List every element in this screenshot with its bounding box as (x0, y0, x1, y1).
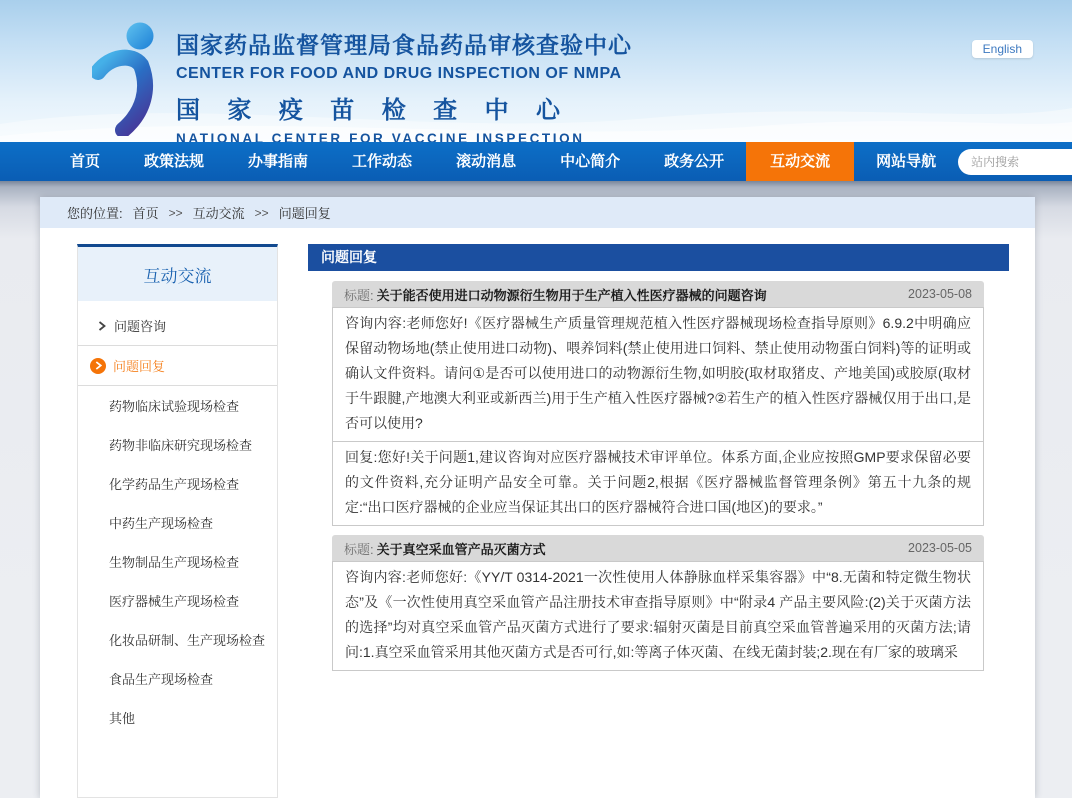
qa-reply-text: 回复:您好!关于问题1,建议咨询对应医疗器械技术审评单位。体系方面,企业应按照GMP要求保留必要的文件资料,充分证明产品安全可靠。关于问题2,根据《医疗器械监督管理条例》第五十九条的规定:“出口医疗器械的企业应当保证其出口的医疗器械符合进口国(地区)的要求。” (332, 441, 984, 526)
sidebar-item-cosmetics-development-production-inspection[interactable] (78, 620, 277, 659)
sidebar-item-other[interactable] (78, 698, 277, 737)
nav-item-service-guide[interactable]: 办事指南 (248, 153, 309, 170)
breadcrumb-separator: >> (254, 205, 269, 220)
qa-title-label: 标题: (344, 287, 374, 303)
sidebar-item-label: 化妆品研制、生产现场检查 (109, 633, 266, 648)
vaccine-title-cn: 国家疫苗检查中心 (176, 97, 560, 124)
org-title-en: CENTER FOR FOOD AND DRUG INSPECTION OF NMPA (176, 65, 622, 82)
org-title-cn: 国家药品监督管理局食品药品审核查验中心 (176, 32, 632, 58)
qa-title-bar[interactable] (332, 281, 984, 307)
qa-question-text: 咨询内容:老师您好!《医疗器械生产质量管理规范植入性医疗器械现场检查指导原则》6.9.2中明确应保留动物场地(禁止使用进口动物)、喂养饲料(禁止使用进口饲料、禁止使用动物蛋白饲料)等的证明或确认文件资料。请问①是否可以使用进口的动物源衍生物,如明胶(取材取猪皮、产地美国)或胶原(取材于牛跟腱,产地澳大利亚或新西兰)用于生产植入性医疗器械?②若生产的植入性医疗器械仅用于出口,是否可以使用? (332, 307, 984, 442)
nav-item-center-profile[interactable]: 中心简介 (560, 153, 621, 170)
chevron-right-icon (98, 321, 106, 331)
sidebar-item-label: 生物制品生产现场检查 (109, 555, 240, 570)
breadcrumb-current-link[interactable]: 问题回复 (278, 206, 331, 221)
section-title: 问题回复 (321, 249, 377, 265)
qa-item (332, 535, 984, 671)
site-titles (176, 27, 632, 142)
logo-figure-icon (92, 20, 166, 136)
site-search (958, 142, 1072, 181)
section-title-bar (308, 244, 1009, 271)
breadcrumb (40, 197, 1035, 228)
qa-title: 关于能否使用进口动物源衍生物用于生产植入性医疗器械的问题咨询 (376, 287, 767, 303)
qa-title-bar[interactable] (332, 535, 984, 561)
sidebar-item-label: 食品生产现场检查 (109, 672, 214, 687)
nav-item-rolling-news[interactable]: 滚动消息 (456, 153, 517, 170)
sidebar-item-question-consultation[interactable] (78, 306, 277, 346)
chevron-right-circle-icon (90, 358, 106, 374)
nav-item-interaction[interactable]: 互动交流 (746, 142, 854, 181)
sidebar-item-label: 中药生产现场检查 (109, 516, 214, 531)
nav-item-work-news[interactable]: 工作动态 (352, 153, 413, 170)
breadcrumb-section-link[interactable]: 互动交流 (192, 206, 245, 221)
vaccine-title-en: NATIONAL CENTER FOR VACCINE INSPECTION (176, 131, 585, 142)
sidebar-item-label: 其他 (109, 711, 136, 726)
sidebar-item-label: 化学药品生产现场检查 (109, 477, 240, 492)
qa-date: 2023-05-08 (908, 287, 972, 301)
sidebar-title: 互动交流 (78, 247, 277, 301)
main-navigation (0, 142, 1072, 181)
content-background (0, 181, 1072, 726)
sidebar-item-label: 问题回复 (113, 359, 166, 374)
english-language-button[interactable]: English (972, 40, 1033, 58)
nav-item-home[interactable]: 首页 (70, 153, 101, 170)
sidebar-item-label: 医疗器械生产现场检查 (109, 594, 240, 609)
qa-title: 关于真空采血管产品灭菌方式 (376, 541, 546, 557)
sidebar-item-drug-nonclinical-research-inspection[interactable] (78, 425, 277, 464)
search-input[interactable] (958, 149, 1072, 175)
sidebar-item-drug-clinical-trial-inspection[interactable] (78, 386, 277, 425)
qa-item (332, 281, 984, 526)
sidebar-item-chemical-drug-production-inspection[interactable] (78, 464, 277, 503)
sidebar-item-label: 问题咨询 (114, 319, 167, 334)
qa-list (308, 271, 1009, 671)
main-content (308, 244, 1009, 798)
nav-item-site-map[interactable]: 网站导航 (876, 153, 937, 170)
sidebar-item-biological-product-production-inspection[interactable] (78, 542, 277, 581)
breadcrumb-separator: >> (168, 205, 183, 220)
qa-question-text: 咨询内容:老师您好:《YY/T 0314-2021一次性使用人体静脉血样采集容器》中“8.无菌和特定微生物状态”及《一次性使用真空采血管产品注册技术审查指导原则》中“附录4 产品主要风险:(2)关于灭菌方法的选择”均对真空采血管产品灭菌方式进行了要求:辐射灭菌是目前真空采血管普遍采用的灭菌方法;请问:1.真空采血管采用其他灭菌方式是否可行,如:等离子体灭菌、在线无菌封装;2.现在有厂家的玻璃采 (332, 561, 984, 671)
sidebar-item-tcm-production-inspection[interactable] (78, 503, 277, 542)
breadcrumb-home-link[interactable]: 首页 (132, 206, 159, 221)
qa-date: 2023-05-05 (908, 541, 972, 555)
page-container (40, 197, 1035, 798)
qa-title-label: 标题: (344, 541, 374, 557)
breadcrumb-label: 您的位置: (67, 206, 123, 221)
sidebar-item-label: 药物非临床研究现场检查 (109, 438, 253, 453)
nav-item-government-affairs[interactable]: 政务公开 (664, 153, 725, 170)
sidebar-item-label: 药物临床试验现场检查 (109, 399, 240, 414)
sidebar-item-medical-device-production-inspection[interactable] (78, 581, 277, 620)
site-banner (0, 0, 1072, 142)
sidebar-list (78, 301, 277, 797)
sidebar-item-food-production-inspection[interactable] (78, 659, 277, 698)
nav-item-policies[interactable]: 政策法规 (144, 153, 205, 170)
sidebar (77, 244, 278, 798)
sidebar-item-question-reply[interactable] (78, 346, 277, 386)
nmpa-logo (92, 20, 166, 141)
